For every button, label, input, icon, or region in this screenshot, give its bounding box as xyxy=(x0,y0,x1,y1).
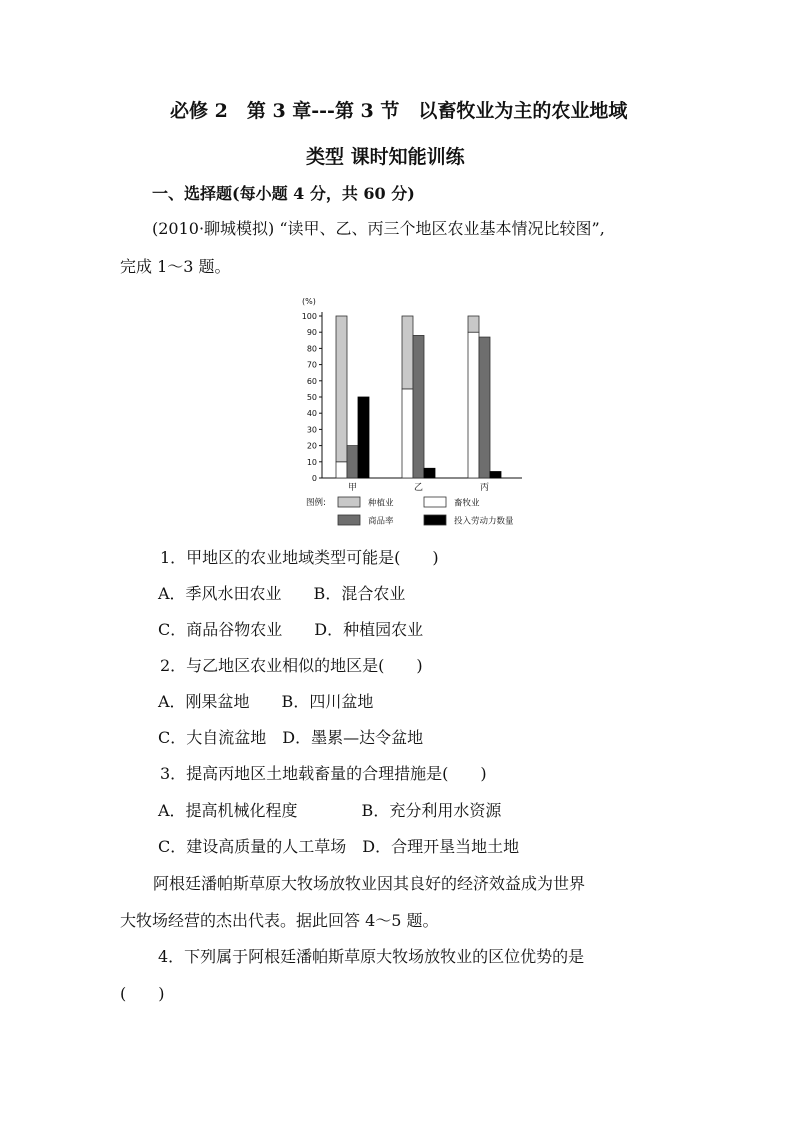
y-tick-label: 60 xyxy=(306,376,317,386)
bar-animal-husbandry xyxy=(468,332,479,478)
question-4-answer-blank: ( ) xyxy=(120,984,165,1003)
legend-swatch xyxy=(338,497,360,507)
legend-label: 商品率 xyxy=(368,516,394,527)
y-tick-label: 90 xyxy=(306,328,317,338)
y-tick-label: 10 xyxy=(306,457,317,467)
passage-line2: 大牧场经营的杰出代表。据此回答 4～5 题。 xyxy=(120,911,439,930)
bar-chart xyxy=(292,292,532,532)
y-tick-label: 50 xyxy=(306,393,317,402)
legend-title: 图例: xyxy=(306,498,326,508)
bar-crop-farming xyxy=(468,316,479,332)
y-tick-label: 70 xyxy=(306,360,317,370)
bar-commodity-rate xyxy=(347,446,358,478)
legend-swatch xyxy=(424,497,446,507)
question-1-options-a-b: A．季风水田农业 B．混合农业 xyxy=(158,584,406,603)
legend-label: 种植业 xyxy=(368,498,394,509)
y-tick-label: 0 xyxy=(311,474,317,483)
section-heading: 一、选择题(每小题 4 分，共 60 分) xyxy=(152,184,415,203)
x-category-label: 甲 xyxy=(347,483,358,493)
bar-commodity-rate xyxy=(479,337,490,478)
y-tick-label: 100 xyxy=(301,312,317,321)
question-3-stem: 3．提高丙地区土地载畜量的合理措施是( ) xyxy=(160,764,487,783)
question-2-stem: 2．与乙地区农业相似的地区是( ) xyxy=(160,656,423,675)
question-1-stem: 1．甲地区的农业地域类型可能是( ) xyxy=(160,548,439,567)
question-4-stem: 4．下列属于阿根廷潘帕斯草原大牧场放牧业的区位优势的是 xyxy=(158,947,585,966)
bar-commodity-rate xyxy=(413,335,424,478)
legend-label: 投入劳动力数量 xyxy=(454,516,514,527)
page-title-line2: 类型 课时知能训练 xyxy=(306,146,465,168)
bar-crop-farming xyxy=(336,316,347,462)
x-category-label: 丙 xyxy=(479,483,490,493)
legend-swatch xyxy=(424,515,446,525)
bar-labor-input xyxy=(358,397,369,478)
x-category-label: 乙 xyxy=(413,483,424,493)
y-tick-label: 80 xyxy=(306,344,317,354)
y-axis-unit-label: (%) xyxy=(302,297,316,306)
legend-label: 畜牧业 xyxy=(454,498,480,509)
question-3-options-a-b: A．提高机械化程度 B．充分利用水资源 xyxy=(158,801,502,820)
intro-line2: 完成 1～3 题。 xyxy=(120,257,231,276)
bar-animal-husbandry xyxy=(336,462,347,478)
intro-line1: (2010·聊城模拟) “读甲、乙、丙三个地区农业基本情况比较图”, xyxy=(152,219,605,238)
bar-labor-input xyxy=(490,472,501,478)
question-3-options-c-d: C．建设高质量的人工草场 D．合理开垦当地土地 xyxy=(158,837,520,856)
page-title-line1: 必修 2 第 3 章---第 3 节 以畜牧业为主的农业地域 xyxy=(170,100,628,122)
question-2-options-a-b: A．刚果盆地 B．四川盆地 xyxy=(158,692,374,711)
y-tick-label: 30 xyxy=(306,425,317,435)
question-2-options-c-d: C．大自流盆地 D．墨累—达令盆地 xyxy=(158,728,424,747)
bar-crop-farming xyxy=(402,316,413,389)
bar-animal-husbandry xyxy=(402,389,413,478)
bar-labor-input xyxy=(424,468,435,478)
question-1-options-c-d: C．商品谷物农业 D．种植园农业 xyxy=(158,620,424,639)
y-tick-label: 20 xyxy=(306,441,317,451)
y-tick-label: 40 xyxy=(306,409,317,419)
legend-swatch xyxy=(338,515,360,525)
passage-line1: 阿根廷潘帕斯草原大牧场放牧业因其良好的经济效益成为世界 xyxy=(153,874,586,893)
